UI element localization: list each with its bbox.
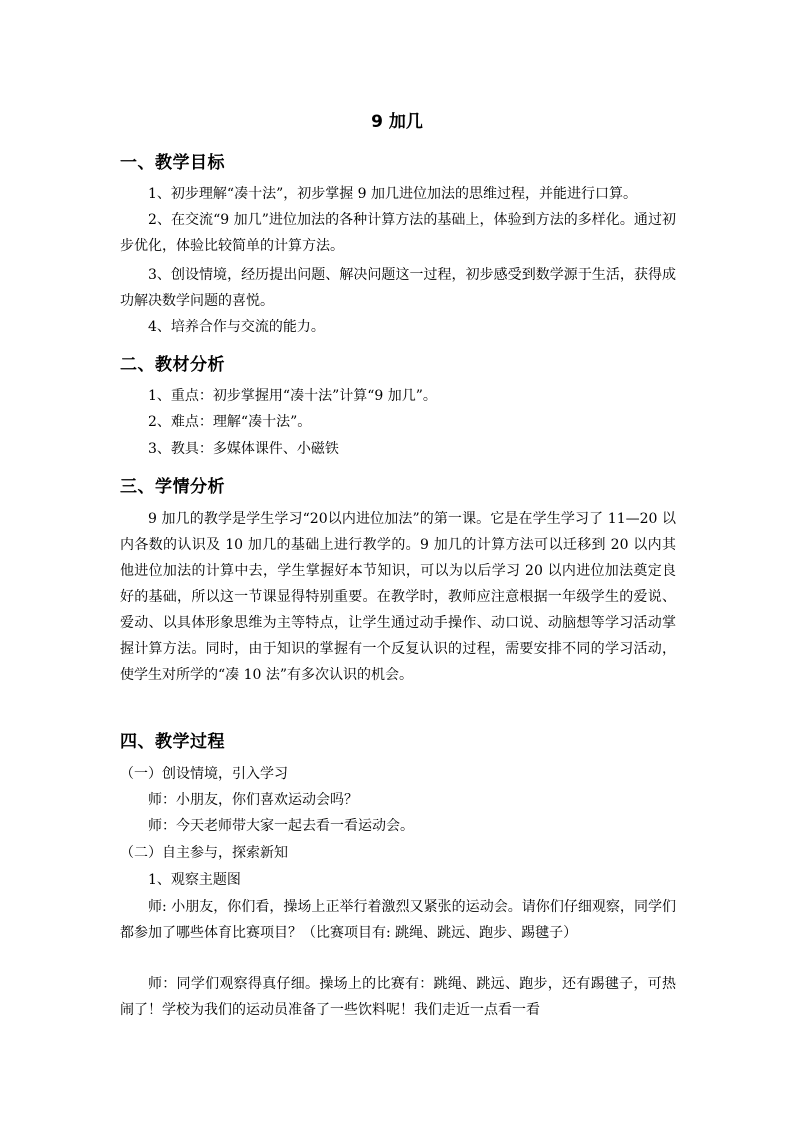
document-title: 9 加几 [371, 112, 423, 132]
section-heading-process: 四、教学过程 [120, 732, 225, 752]
process-step-2-para-2: 师：同学们观察得真仔细。操场上的比赛有：跳绳、跳远、跑步，还有踢毽子，可热闹了！学校为我们的运动员准备了一些饮料呢！我们走近一点看一看 [120, 976, 676, 1018]
process-step-1: （一）创设情境，引入学习 [120, 766, 288, 782]
process-step-2-sub: 1、观察主题图 [148, 872, 241, 888]
objective-item-3: 3、创设情境，经历提出问题、解决问题这一过程，初步感受到数学源于生活，获得成功解决数学问题的喜悦。 [120, 267, 676, 309]
process-step-1-line-2: 师：今天老师带大家一起去看一看运动会。 [148, 818, 414, 834]
section-heading-material: 二、教材分析 [120, 355, 225, 375]
section-heading-objectives: 一、教学目标 [120, 153, 225, 173]
process-step-2: （二）自主参与，探索新知 [120, 845, 288, 861]
material-item-3: 3、教具：多媒体课件、小磁铁 [148, 441, 339, 457]
material-item-1: 1、重点：初步掌握用“凑十法”计算“9 加几”。 [148, 388, 437, 404]
process-step-2-para-1: 师: 小朋友，你们看，操场上正举行着激烈又紧张的运动会。请你们仔细观察，同学们都参加了哪些体育比赛项目？（比赛项目有: 跳绳、跳远、跑步、踢毽子） [120, 899, 676, 941]
students-analysis-paragraph: 9 加几的教学是学生学习“20以内进位加法”的第一课。它是在学生学习了 11—20 以内各数的认识及 10 加几的基础上进行教学的。9 加几的计算方法可以迁移到 20 以内其他进位加法的计算中去，学生掌握好本节知识，可以为以后学习 20 以内进位加法奠定良好的基础，所以这一节课显得特别重要。在教学时，教师应注意根据一年级学生的爱说、爱动、以具体形象思维为主等特点，让学生通过动手操作、动口说、动脑想等学习活动掌握计算方法。同时，由于知识的掌握有一个反复认识的过程，需要安排不同的学习活动，使学生对所学的“凑 10 法”有多次认识的机会。 [120, 511, 676, 683]
section-heading-students: 三、学情分析 [120, 477, 225, 497]
objective-item-4: 4、培养合作与交流的能力。 [148, 319, 325, 335]
material-item-2: 2、难点：理解“凑十法”。 [148, 414, 312, 430]
objective-item-1: 1、初步理解“凑十法”，初步掌握 9 加几进位加法的思维过程，并能进行口算。 [148, 186, 638, 202]
process-step-1-line-1: 师：小朋友，你们喜欢运动会吗？ [148, 792, 358, 808]
objective-item-2: 2、在交流“9 加几”进位加法的各种计算方法的基础上，体验到方法的多样化。通过初步优化，体验比较简单的计算方法。 [120, 212, 676, 254]
